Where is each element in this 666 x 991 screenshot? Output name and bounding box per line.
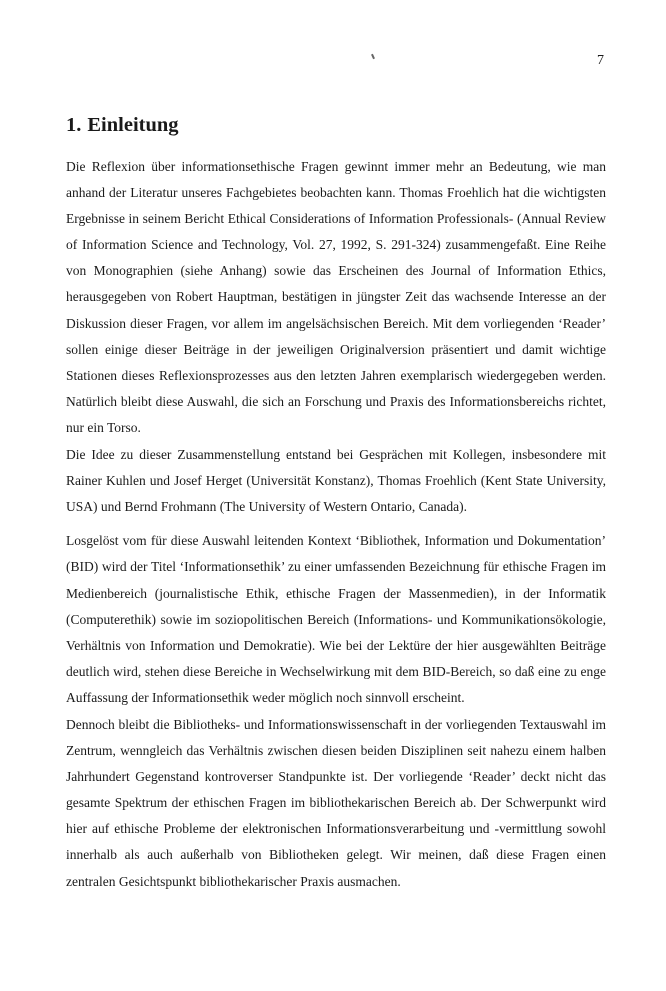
section-number: 1.	[66, 114, 82, 136]
section-title: Einleitung	[87, 114, 179, 136]
paragraph-1: Die Reflexion über informationsethische Fragen gewinnt immer mehr an Bedeutung, wie man anhand der Literatur unseres Fachgebietes beobachten kann. Thomas Froehlich hat die wichtigsten Ergebnisse in seinem Bericht Ethical Considerations of Information Professionals- (Annual Review of Information Science and Technology, Vol. 27, 1992, S. 291-324) zusammengefaßt. Eine Reihe von Monographien (siehe Anhang) sowie das Erscheinen des Journal of Information Ethics, herausgegeben von Robert Hauptman, bestätigen in jüngster Zeit das wachsende Interesse an der Diskussion dieser Fragen, vor allem im angelsächsischen Bereich. Mit dem vorliegenden ‘Reader’ sollen einige dieser Beiträge in der jeweiligen Originalversion präsentiert und damit wichtige Stationen dieses Reflexionsprozesses aus den letzten Jahren exemplarisch wiedergegeben werden. Natürlich bleibt diese Auswahl, die sich an Forschung und Praxis des Informationsbereichs richtet, nur ein Torso.	[66, 159, 606, 435]
page-number: 7	[597, 53, 604, 68]
paragraph-3: Losgelöst vom für diese Auswahl leitenden Kontext ‘Bibliothek, Information und Dokumentation’ (BID) wird der Titel ‘Informationsethik’ zu einer umfassenden Bezeichnung für ethische Fragen im Medienbereich (journalistische Ethik, ethische Fragen der Massenmedien), in der Informatik (Computerethik) sowie im soziopolitischen Bereich (Informations- und Kommunikationsökologie, Verhältnis von Information und Demokratie). Wie bei der Lektüre der hier ausgewählten Beiträge deutlich wird, stehen diese Bereiche in Wechselwirkung mit dem BID-Bereich, so daß eine zu enge Auffassung der Informationsethik weder möglich noch sinnvoll erscheint.	[66, 533, 606, 705]
scan-mark	[371, 54, 375, 59]
body-text	[66, 154, 606, 895]
section-heading	[66, 112, 179, 138]
paragraph-4: Dennoch bleibt die Bibliotheks- und Informationswissenschaft in der vorliegenden Textauswahl im Zentrum, wenngleich das Verhältnis zwischen diesen beiden Disziplinen seit nahezu einem halben Jahrhundert Gegenstand kontroverser Standpunkte ist. Der vorliegende ‘Reader’ deckt nicht das gesamte Spektrum der ethischen Fragen im bibliothekarischen Bereich ab. Der Schwerpunkt wird hier auf ethische Probleme der elektronischen Informationsverarbeitung und -vermittlung sowohl innerhalb als auch außerhalb von Bibliotheken gelegt. Wir meinen, daß diese Fragen einen zentralen Gesichtspunkt bibliothekarischer Praxis ausmachen.	[66, 716, 606, 889]
paragraph-2: Die Idee zu dieser Zusammenstellung entstand bei Gesprächen mit Kollegen, insbesondere mit Rainer Kuhlen und Josef Herget (Universität Konstanz), Thomas Froehlich (Kent State University, USA) und Bernd Frohmann (The University of Western Ontario, Canada).	[66, 447, 606, 515]
